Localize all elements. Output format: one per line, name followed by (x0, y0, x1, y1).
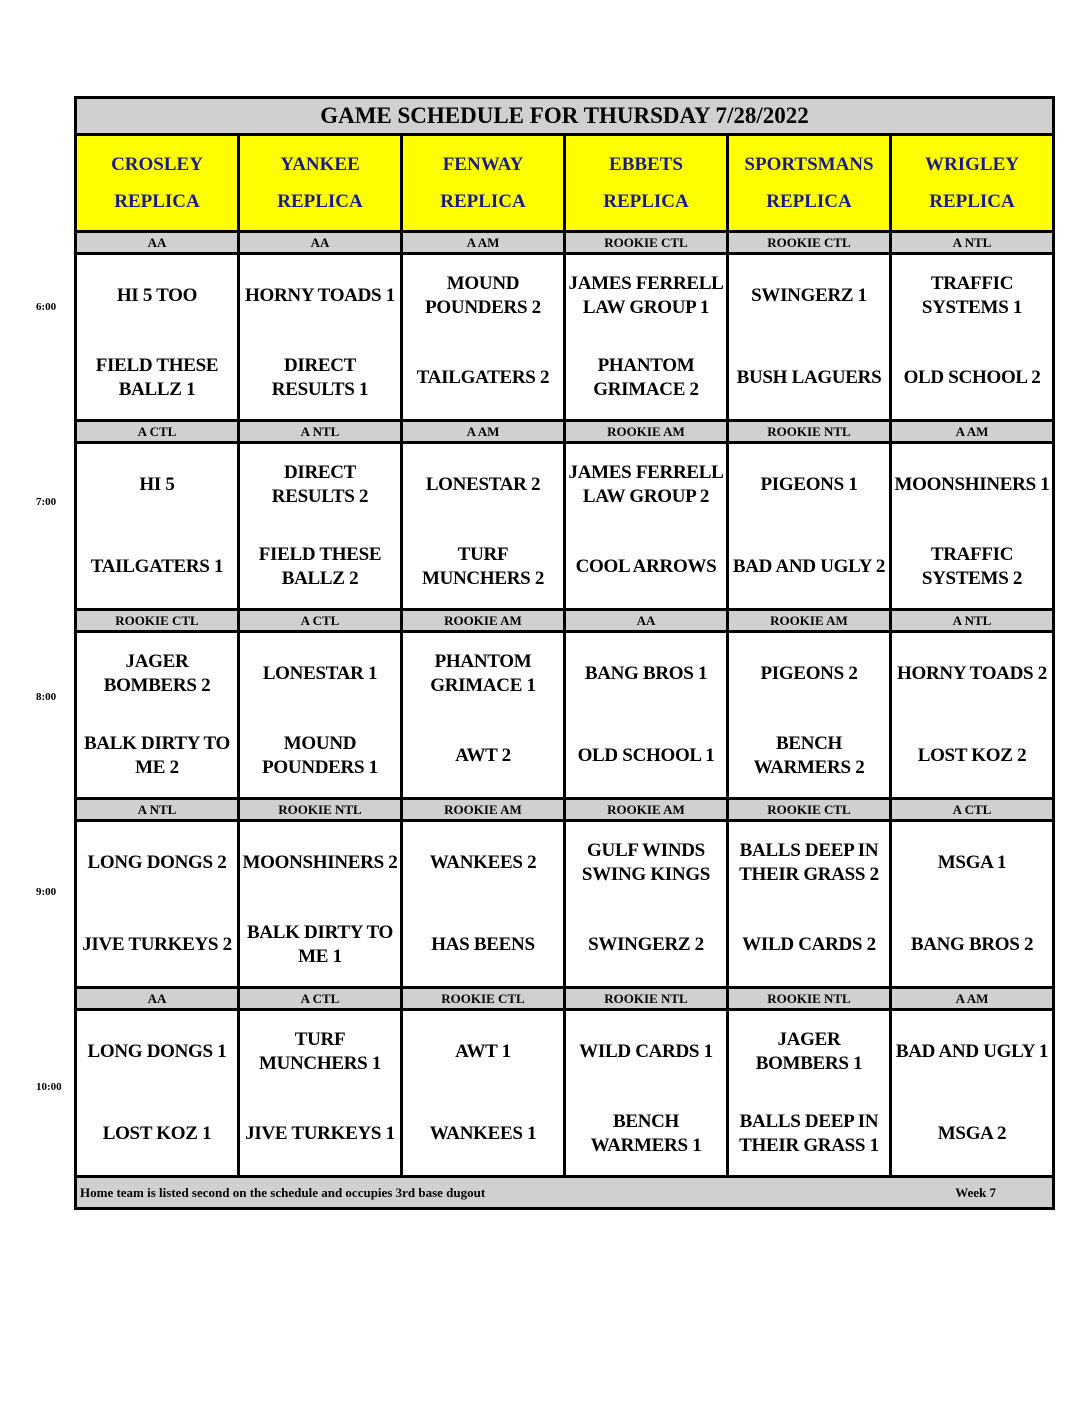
division-label: A AM (403, 233, 566, 255)
schedule-table (74, 96, 1055, 1210)
division-label: A AM (892, 422, 1052, 444)
home-team: BENCH WARMERS 1 (590, 1111, 702, 1156)
field-subtitle: REPLICA (766, 191, 852, 212)
games-row (77, 633, 1052, 800)
division-label: A AM (892, 989, 1052, 1011)
division-label: A NTL (77, 800, 240, 822)
field-subtitle: REPLICA (929, 191, 1015, 212)
home-team: MOUND POUNDERS 1 (262, 733, 378, 778)
home-team: OLD SCHOOL 2 (903, 367, 1041, 388)
division-label: ROOKIE CTL (566, 233, 729, 255)
division-label: A CTL (240, 611, 403, 633)
game-cell (566, 444, 729, 611)
away-team: LONG DONGS 1 (87, 1041, 227, 1062)
game-cell (892, 1011, 1052, 1178)
game-cell (566, 633, 729, 800)
game-cell (77, 822, 240, 989)
division-label: ROOKIE NTL (729, 422, 892, 444)
home-team: TRAFFIC SYSTEMS 2 (921, 544, 1023, 589)
game-cell (566, 822, 729, 989)
division-label: ROOKIE AM (403, 800, 566, 822)
division-label: ROOKIE AM (729, 611, 892, 633)
away-team: MOONSHINERS 1 (894, 474, 1050, 495)
week-label: Week 7 (955, 1184, 996, 1200)
home-team: TURF MUNCHERS 2 (421, 544, 545, 589)
division-label: A CTL (240, 989, 403, 1011)
home-team: WANKEES 1 (429, 1123, 537, 1144)
division-label: A AM (403, 422, 566, 444)
field-header (403, 136, 566, 233)
home-team: BENCH WARMERS 2 (753, 733, 865, 778)
away-team: DIRECT RESULTS 2 (271, 462, 369, 507)
games-row (77, 444, 1052, 611)
game-cell (403, 633, 566, 800)
away-team: JAGER BOMBERS 1 (755, 1029, 863, 1074)
division-label: ROOKIE AM (403, 611, 566, 633)
field-header (77, 136, 240, 233)
game-cell (240, 822, 403, 989)
division-label: AA (566, 611, 729, 633)
game-cell (729, 633, 892, 800)
division-row (77, 611, 1052, 633)
division-label: ROOKIE CTL (729, 800, 892, 822)
field-name: EBBETS (609, 154, 683, 175)
game-cell (240, 633, 403, 800)
away-team: LONESTAR 2 (425, 474, 541, 495)
away-team: HORNY TOADS 2 (897, 663, 1047, 684)
away-team: LONESTAR 1 (262, 663, 378, 684)
away-team: AWT 1 (455, 1041, 511, 1062)
game-cell (403, 822, 566, 989)
home-team: FIELD THESE BALLZ 1 (95, 355, 219, 400)
field-header (240, 136, 403, 233)
home-team: TAILGATERS 1 (90, 556, 224, 577)
away-team: JAMES FERRELL LAW GROUP 1 (568, 273, 724, 318)
games-row (77, 822, 1052, 989)
slots-body (77, 233, 1052, 1178)
home-team: DIRECT RESULTS 1 (271, 355, 369, 400)
away-team: SWINGERZ 1 (751, 285, 867, 306)
game-cell (240, 1011, 403, 1178)
game-cell (77, 444, 240, 611)
away-team: BAD AND UGLY 1 (895, 1041, 1049, 1062)
game-cell (240, 444, 403, 611)
division-label: A NTL (892, 233, 1052, 255)
home-team: BAD AND UGLY 2 (732, 556, 886, 577)
home-team: FIELD THESE BALLZ 2 (258, 544, 382, 589)
field-subtitle: REPLICA (277, 191, 363, 212)
games-row (77, 255, 1052, 422)
game-cell (566, 255, 729, 422)
game-cell (566, 1011, 729, 1178)
field-subtitle: REPLICA (114, 191, 200, 212)
field-name: WRIGLEY (925, 154, 1019, 175)
home-team: BANG BROS 2 (910, 934, 1034, 955)
time-label: 8:00 (36, 691, 57, 703)
game-cell (403, 255, 566, 422)
away-team: MOONSHINERS 2 (242, 852, 398, 873)
division-label: ROOKIE NTL (240, 800, 403, 822)
field-subtitle: REPLICA (603, 191, 689, 212)
game-cell (729, 444, 892, 611)
division-row (77, 422, 1052, 444)
home-team: PHANTOM GRIMACE 2 (593, 355, 699, 400)
time-label: 9:00 (36, 886, 57, 898)
home-team: BALLS DEEP IN THEIR GRASS 1 (739, 1111, 879, 1156)
game-cell (77, 1011, 240, 1178)
game-cell (892, 822, 1052, 989)
home-team: TAILGATERS 2 (416, 367, 550, 388)
away-team: MSGA 1 (937, 852, 1007, 873)
division-row (77, 989, 1052, 1011)
field-subtitle: REPLICA (440, 191, 526, 212)
division-label: ROOKIE CTL (77, 611, 240, 633)
game-cell (892, 255, 1052, 422)
home-team: BUSH LAGUERS (736, 367, 882, 388)
home-team: LOST KOZ 1 (102, 1123, 212, 1144)
away-team: TRAFFIC SYSTEMS 1 (921, 273, 1023, 318)
home-team: MSGA 2 (937, 1123, 1007, 1144)
footer-note: Home team is listed second on the schedule and occupies 3rd base dugout (80, 1184, 486, 1200)
away-team: LONG DONGS 2 (87, 852, 227, 873)
home-team: WILD CARDS 2 (742, 934, 876, 955)
games-row (77, 1011, 1052, 1178)
division-label: ROOKIE CTL (403, 989, 566, 1011)
field-header (892, 136, 1052, 233)
away-team: TURF MUNCHERS 1 (258, 1029, 382, 1074)
footer (77, 1178, 1052, 1207)
home-team: JIVE TURKEYS 2 (82, 934, 232, 955)
game-cell (729, 255, 892, 422)
time-label: 6:00 (36, 301, 57, 313)
game-cell (892, 444, 1052, 611)
division-label: AA (77, 233, 240, 255)
away-team: HORNY TOADS 1 (245, 285, 395, 306)
game-cell (729, 822, 892, 989)
away-team: WANKEES 2 (429, 852, 537, 873)
away-team: GULF WINDS SWING KINGS (581, 840, 711, 885)
game-cell (403, 444, 566, 611)
division-row (77, 800, 1052, 822)
away-team: BANG BROS 1 (584, 663, 708, 684)
home-team: AWT 2 (455, 745, 511, 766)
division-label: ROOKIE AM (566, 800, 729, 822)
home-team: JIVE TURKEYS 1 (245, 1123, 395, 1144)
home-team: OLD SCHOOL 1 (577, 745, 715, 766)
field-header (729, 136, 892, 233)
game-cell (729, 1011, 892, 1178)
division-label: A NTL (240, 422, 403, 444)
field-name: FENWAY (442, 154, 524, 175)
away-team: JAGER BOMBERS 2 (103, 651, 211, 696)
game-cell (77, 633, 240, 800)
division-label: AA (77, 989, 240, 1011)
away-team: PIGEONS 2 (760, 663, 858, 684)
away-team: HI 5 TOO (116, 285, 198, 306)
game-cell (77, 255, 240, 422)
away-team: BALLS DEEP IN THEIR GRASS 2 (739, 840, 879, 885)
division-row (77, 233, 1052, 255)
away-team: PHANTOM GRIMACE 1 (430, 651, 536, 696)
division-label: A CTL (77, 422, 240, 444)
field-name: CROSLEY (111, 154, 203, 175)
home-team: SWINGERZ 2 (588, 934, 704, 955)
division-label: ROOKIE AM (566, 422, 729, 444)
division-label: AA (240, 233, 403, 255)
away-team: PIGEONS 1 (760, 474, 858, 495)
home-team: HAS BEENS (431, 934, 535, 955)
game-cell (892, 633, 1052, 800)
home-team: LOST KOZ 2 (917, 745, 1027, 766)
division-label: ROOKIE NTL (566, 989, 729, 1011)
division-label: ROOKIE CTL (729, 233, 892, 255)
page-title: GAME SCHEDULE FOR THURSDAY 7/28/2022 (77, 99, 1052, 136)
away-team: HI 5 (139, 474, 175, 495)
away-team: WILD CARDS 1 (579, 1041, 713, 1062)
game-cell (403, 1011, 566, 1178)
home-team: BALK DIRTY TO ME 2 (83, 733, 231, 778)
away-team: MOUND POUNDERS 2 (425, 273, 541, 318)
time-label: 10:00 (36, 1081, 62, 1093)
home-team: BALK DIRTY TO ME 1 (246, 922, 394, 967)
field-name: YANKEE (280, 154, 360, 175)
field-header-row (77, 136, 1052, 233)
field-name: SPORTSMANS (744, 154, 874, 175)
home-team: COOL ARROWS (575, 556, 717, 577)
division-label: ROOKIE NTL (729, 989, 892, 1011)
game-cell (240, 255, 403, 422)
time-label: 7:00 (36, 496, 57, 508)
field-header (566, 136, 729, 233)
away-team: JAMES FERRELL LAW GROUP 2 (568, 462, 724, 507)
division-label: A NTL (892, 611, 1052, 633)
division-label: A CTL (892, 800, 1052, 822)
